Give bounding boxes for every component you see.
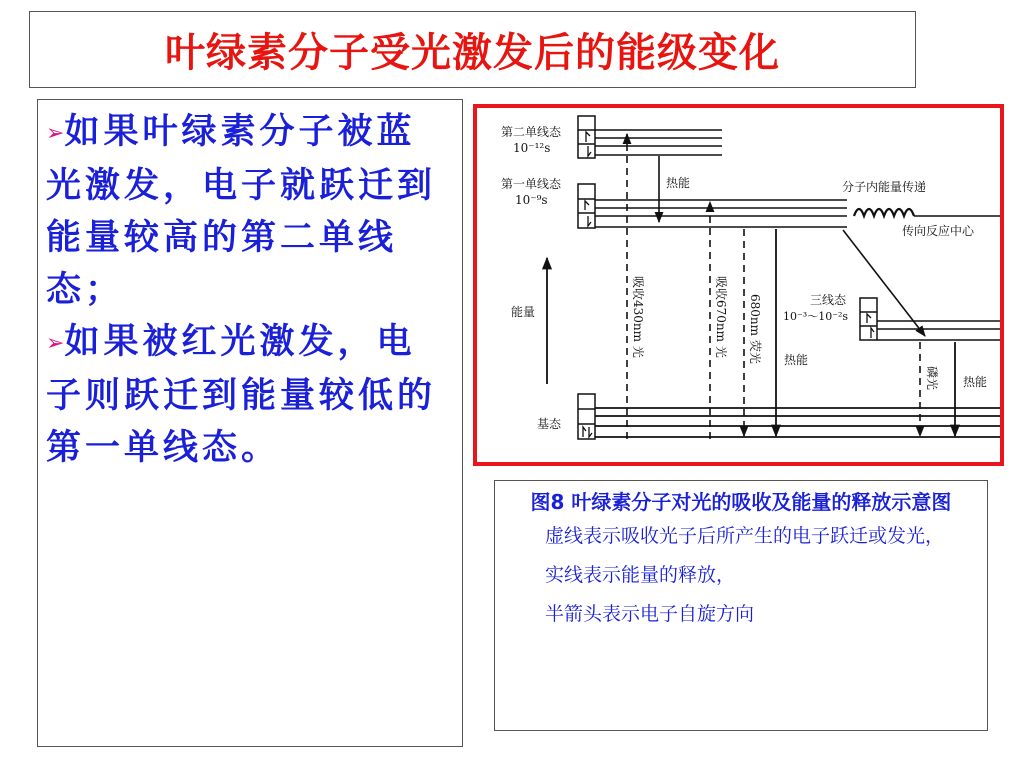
bullet-arrow-icon: ➢ (46, 331, 65, 356)
slide-title: 叶绿素分子受光激发后的能级变化 (165, 30, 780, 76)
caption-line-solid: 实线表示能量的释放， (545, 564, 736, 586)
label-triplet: 三线态 (810, 293, 847, 307)
ground-level-lines (595, 408, 1000, 437)
energy-diagram-svg (477, 108, 1000, 462)
label-s1: 第一单线态 (501, 177, 562, 191)
label-s2: 第二单线态 (501, 125, 562, 139)
label-energy: 能量 (511, 305, 536, 319)
s2-level-lines (595, 130, 722, 155)
s2-spin-box (578, 116, 595, 158)
label-transfer: 分子内能量传递 (842, 180, 927, 194)
label-s1-time: 10⁻⁹s (515, 193, 548, 207)
label-to-center: 传向反应中心 (902, 224, 975, 238)
label-fluorescence-680: 680nm 荧光 (748, 294, 762, 364)
triplet-spin-box (860, 298, 877, 340)
label-ground: 基态 (537, 417, 562, 431)
label-heat-2: 热能 (784, 353, 809, 367)
label-heat-1: 热能 (666, 176, 691, 190)
s1-level-lines (595, 200, 847, 227)
bullet-panel (37, 99, 463, 747)
caption-line-dashed: 虚线表示吸收光子后所产生的电子跃迁或发光， (545, 525, 945, 547)
intersystem-crossing-arrow (843, 230, 925, 336)
bullet-red-light (46, 316, 454, 474)
label-heat-3: 热能 (963, 375, 988, 389)
ground-spin-box (578, 394, 595, 439)
energy-transfer-wave (854, 209, 914, 216)
label-absorb-670: 吸收670nm 光 (714, 276, 728, 358)
bullet-text: 如果被红光激发，电子则跃迁到能量较低的第一单线态。 (46, 322, 437, 468)
label-s2-time: 10⁻¹²s (513, 141, 551, 155)
label-absorb-430: 吸收430nm 光 (631, 276, 645, 358)
caption-title: 图8 叶绿素分子对光的吸收及能量的释放示意图 (530, 490, 952, 514)
bullet-text: 如果叶绿素分子被蓝光激发，电子就跃迁到能量较高的第二单线态； (46, 112, 437, 310)
bullet-arrow-icon: ➢ (46, 121, 65, 146)
caption-box (494, 480, 988, 731)
bullet-blue-light (46, 106, 454, 316)
label-triplet-time: 10⁻³～10⁻²s (783, 310, 849, 323)
caption-line-half-arrow: 半箭头表示电子自旋方向 (545, 603, 755, 625)
s1-spin-box (578, 184, 595, 228)
triplet-level-lines (877, 321, 1000, 340)
title-box (29, 11, 916, 88)
energy-level-diagram (473, 104, 1004, 466)
label-phosphorescence: 磷光 (925, 366, 939, 391)
